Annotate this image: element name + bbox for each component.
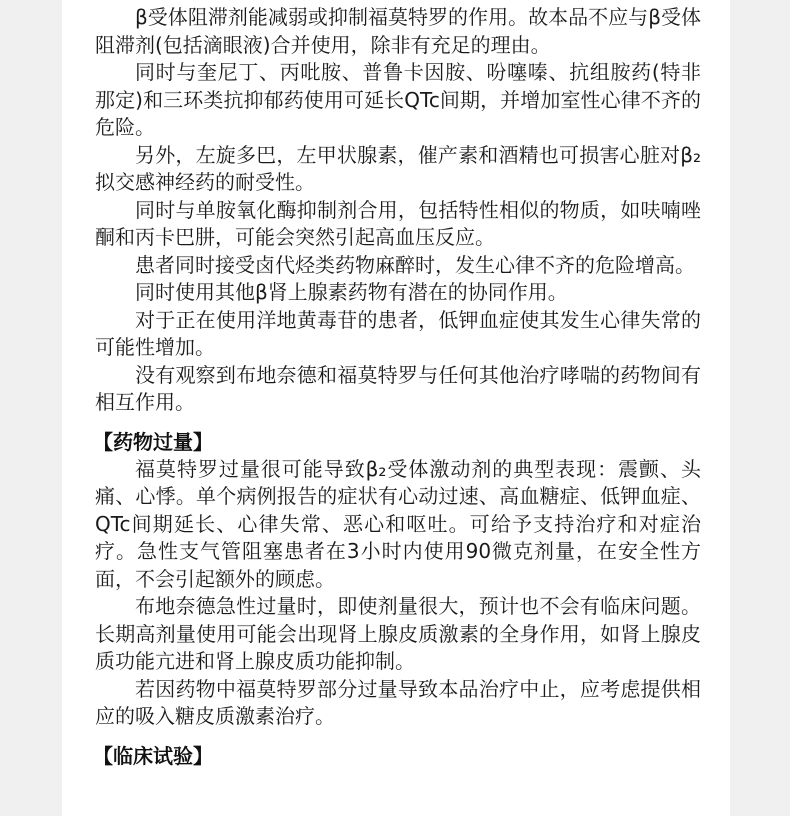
paragraph: 同时与奎尼丁、丙吡胺、普鲁卡因胺、吩噻嗪、抗组胺药(特非那定)和三环类抗抑郁药使用可延长QTc间期，并增加室性心律不齐的危险。 — [95, 60, 701, 139]
paragraph: 同时与单胺氧化酶抑制剂合用，包括特性相似的物质，如呋喃唑酮和丙卡巴肼，可能会突然引起高血压反应。 — [95, 197, 701, 249]
paragraph: 福莫特罗过量很可能导致β₂受体激动剂的典型表现：震颤、头痛、心悸。单个病例报告的症状有心动过速、高血糖症、低钾血症、QTc间期延长、心律失常、恶心和呕吐。可给予支持治疗和对症治疗。急性支气管阻塞患者在3小时内使用90微克剂量，在安全性方面，不会引起额外的顾虑。 — [95, 456, 701, 591]
paragraph: 患者同时接受卤代烃类药物麻醉时，发生心律不齐的危险增高。 — [135, 252, 695, 277]
paragraph: 另外，左旋多巴，左甲状腺素，催产素和酒精也可损害心脏对β₂拟交感神经药的耐受性。 — [95, 142, 701, 194]
paragraph: 没有观察到布地奈德和福莫特罗与任何其他治疗哮喘的药物间有相互作用。 — [95, 362, 701, 414]
leaflet-text — [95, 4, 701, 770]
section-heading: 【药物过量】 — [93, 429, 213, 454]
paragraph: β受体阻滞剂能减弱或抑制福莫特罗的作用。故本品不应与β受体阻滞剂(包括滴眼液)合并使用，除非有充足的理由。 — [95, 5, 701, 57]
section-heading: 【临床试验】 — [93, 743, 213, 768]
paragraph: 布地奈德急性过量时，即使剂量很大，预计也不会有临床问题。长期高剂量使用可能会出现肾上腺皮质激素的全身作用，如肾上腺皮质功能亢进和肾上腺皮质功能抑制。 — [95, 594, 701, 673]
clinical-section — [95, 743, 701, 770]
overdose-section — [95, 429, 701, 731]
paragraph: 对于正在使用洋地黄毒苷的患者，低钾血症使其发生心律失常的可能性增加。 — [95, 307, 701, 359]
document-page — [62, 0, 730, 816]
interactions-section — [95, 4, 701, 417]
paragraph: 同时使用其他β肾上腺素药物有潜在的协同作用。 — [135, 280, 568, 304]
paragraph: 若因药物中福莫特罗部分过量导致本品治疗中止，应考虑提供相应的吸入糖皮质激素治疗。 — [95, 676, 701, 728]
